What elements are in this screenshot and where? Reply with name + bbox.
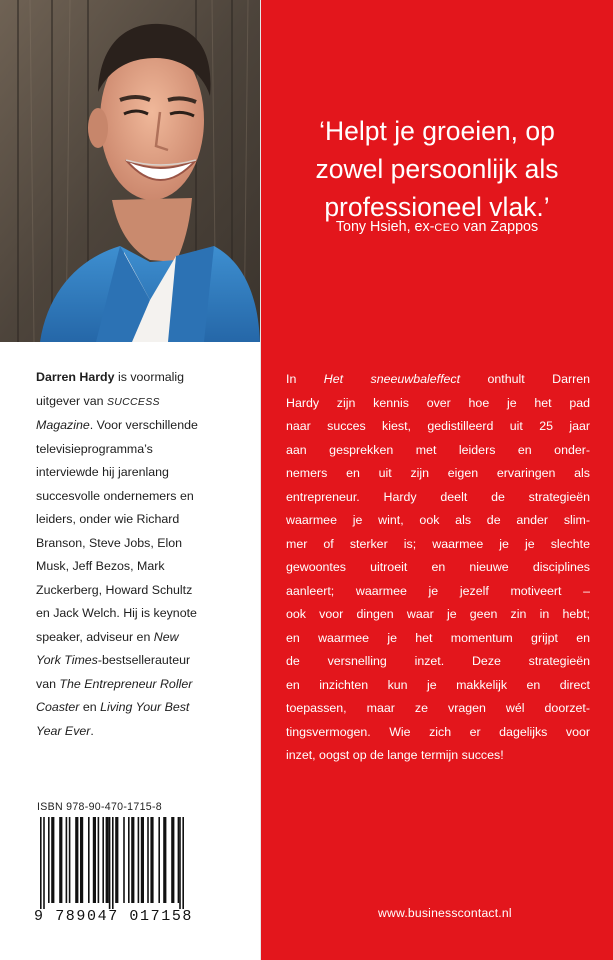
author-photo xyxy=(0,0,260,342)
isbn-label: ISBN 978-90-470-1715-8 xyxy=(37,801,162,813)
barcode-bar xyxy=(178,817,180,903)
barcode-bar xyxy=(147,817,149,903)
barcode-bar xyxy=(80,817,83,903)
barcode-bar xyxy=(40,817,42,909)
endorsement-quote xyxy=(262,112,612,226)
barcode-bar xyxy=(112,817,114,909)
book-title: Het sneeuwbaleffect xyxy=(323,372,461,386)
barcode-bar xyxy=(131,817,134,903)
blurb-line: ook voor dingen waar je geen zin in hebt; xyxy=(286,607,590,621)
barcode-bar xyxy=(123,817,125,903)
book-blurb xyxy=(286,368,590,768)
barcode-bar xyxy=(75,817,78,903)
blurb-line: en waarmee je het momentum grijpt en xyxy=(286,630,590,645)
quote-line: professioneel vlak.’ xyxy=(324,192,550,222)
barcode-digits: 9 789047 017158 xyxy=(34,908,194,925)
blurb-line: toepassen, maar ze vragen wél doorzet- xyxy=(286,701,590,715)
barcode-bar xyxy=(138,817,140,903)
blurb-line: aan gesprekken met leiders en onder- xyxy=(286,442,590,457)
barcode-bar xyxy=(141,817,144,903)
barcode-bar xyxy=(109,817,111,909)
barcode-bar xyxy=(179,817,181,909)
barcode-bar xyxy=(182,817,184,909)
book-title-best-year: Living Your Best xyxy=(100,700,190,714)
barcode xyxy=(34,817,202,909)
website-link[interactable]: www.businesscontact.nl xyxy=(378,906,512,920)
barcode-bar xyxy=(163,817,166,903)
author-bio: Darren Hardy is voormalig uitgever van SUCCESS Magazine. Voor verschillende televisieprogramma’s interviewde hij jarenlang succesvolle ondernemers en leiders, onder wie Richard Branson, Steve Jobs, Elon Musk, Jeff Bezos, Mark Zuckerberg, Howard Schultz en Jack Welch. Hij is keynote speaker, adviseur en New York Times-bestsellerauteur van The Entrepreneur Roller Coaster en Living Your Best Year Ever. xyxy=(36,370,198,738)
barcode-bar xyxy=(93,817,96,903)
barcode-bar xyxy=(150,817,153,903)
blurb-line: In Het sneeuwbaleffect onthult Darren xyxy=(286,372,590,386)
blurb-line: de versnelling inzet. Deze strategieën xyxy=(286,654,590,668)
barcode-bar xyxy=(115,817,118,903)
barcode-bar xyxy=(102,817,104,903)
quote-line: zowel persoonlijk als xyxy=(315,154,559,184)
barcode-bar xyxy=(106,817,109,903)
author-name: Darren Hardy xyxy=(36,370,115,384)
blurb-line: nemers en uit zijn eigen ervaringen als xyxy=(286,466,590,480)
blurb-line: inzet, oogst op de lange termijn succes! xyxy=(286,748,504,762)
blurb-line: waarmee je wint, ook als de ander slim- xyxy=(286,513,590,527)
left-panel xyxy=(0,0,261,960)
blurb-line: en inzichten kun je makkelijk en direct xyxy=(286,677,590,692)
barcode-bar xyxy=(88,817,90,903)
blurb-line: entrepreneur. Hardy deelt de strategieën xyxy=(286,489,590,504)
barcode-bar xyxy=(66,817,68,903)
barcode-bar xyxy=(69,817,71,903)
barcode-bar xyxy=(43,817,45,909)
blurb-line: mer of sterker is; waarmee je je slechte xyxy=(286,536,590,551)
barcode-bar xyxy=(59,817,62,903)
blurb-line: gewoontes uitroeit en nieuwe disciplines xyxy=(286,560,590,574)
book-title-roller-coaster: The Entrepreneur Roller xyxy=(59,676,193,691)
barcode-bar xyxy=(48,817,50,903)
blurb-line: Hardy zijn kennis over hoe je het pad xyxy=(286,395,590,410)
barcode-bar xyxy=(51,817,54,903)
blurb-line: naar succes kiest, gedistilleerd uit 25 jaar xyxy=(286,419,590,433)
barcode-bar xyxy=(128,817,130,903)
barcode-bar xyxy=(171,817,174,903)
barcode-bar xyxy=(158,817,160,903)
magazine-name: SUCCESS xyxy=(106,395,160,408)
barcode-bar xyxy=(98,817,100,903)
blurb-line: tingsvermogen. Wie zich er dagelijks voor xyxy=(286,724,590,739)
blurb-line: aanleert; waarmee je jezelf motiveert – xyxy=(286,583,590,598)
quote-attribution: Tony Hsieh, ex-CEO van Zappos xyxy=(335,219,539,235)
quote-line: ‘Helpt je groeien, op xyxy=(319,116,555,146)
